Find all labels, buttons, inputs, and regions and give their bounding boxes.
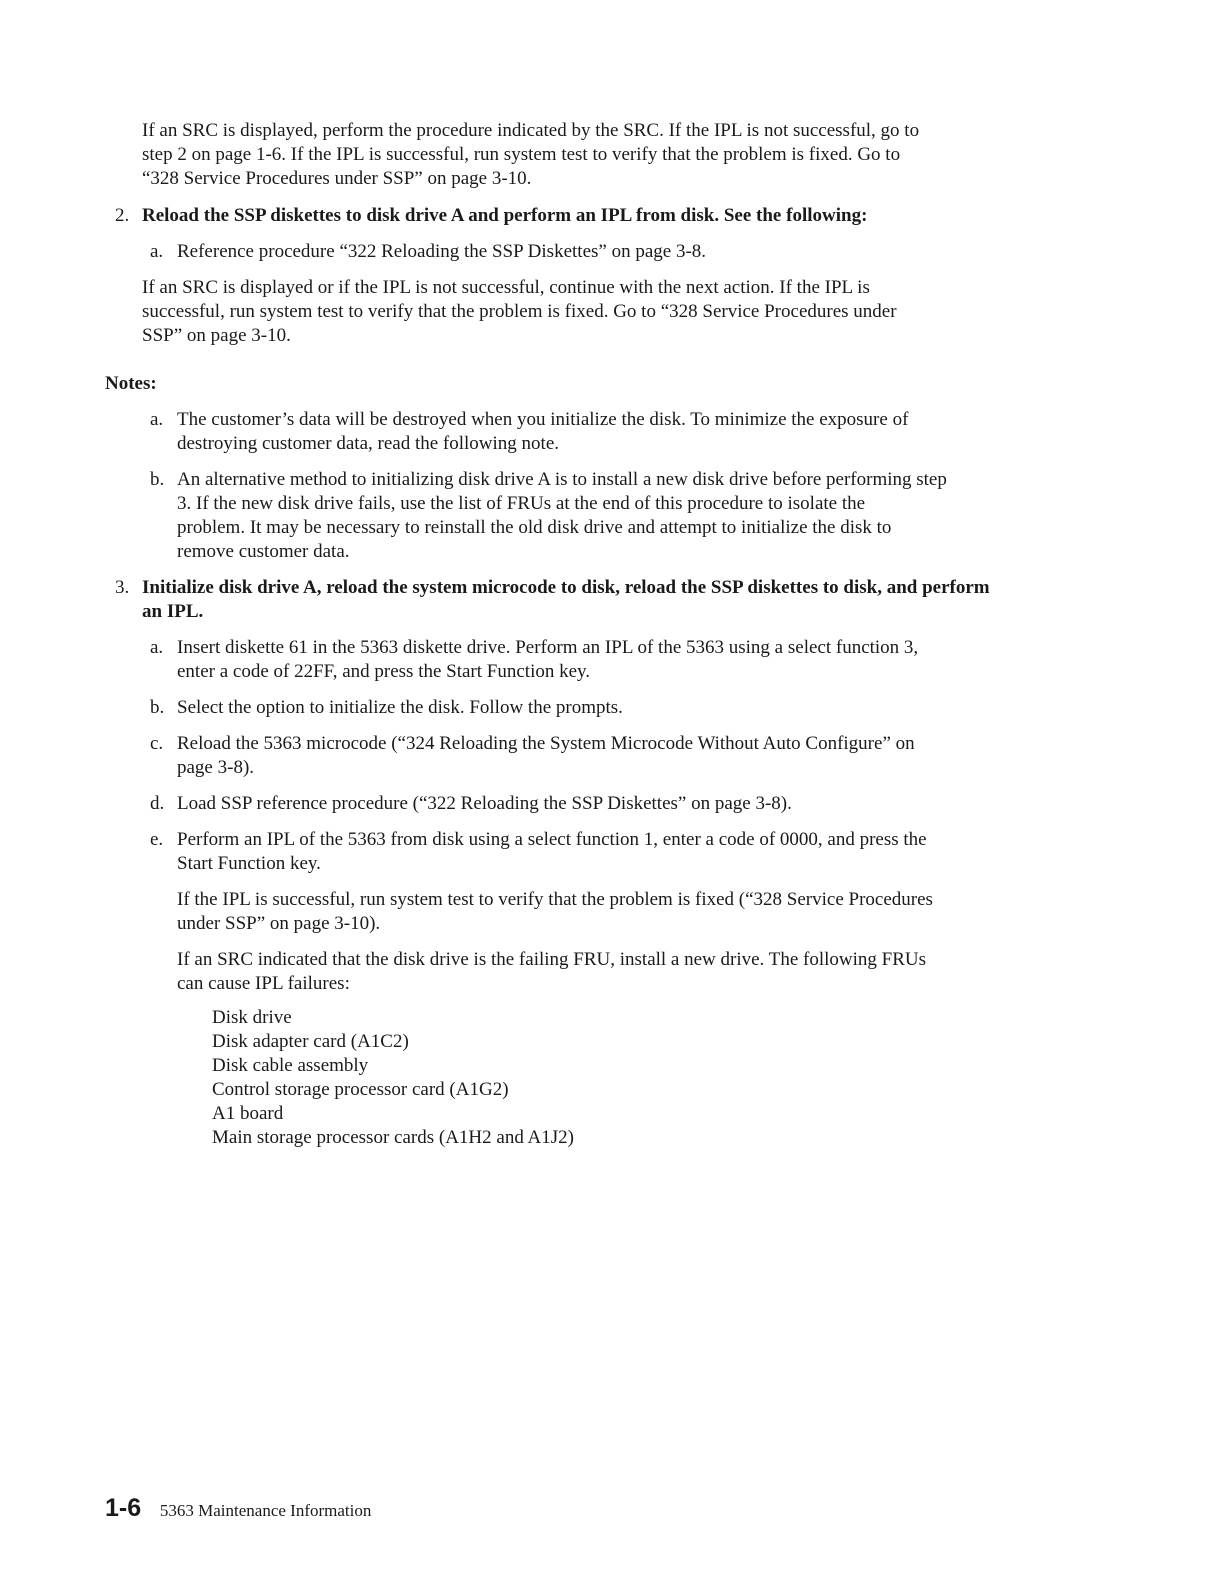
item-letter: a.	[150, 637, 164, 658]
followup-line: successful, run system test to verify that the problem is fixed. Go to “328 Service Procedures under	[142, 301, 897, 322]
item-letter: a.	[150, 241, 164, 262]
step-title	[142, 576, 1075, 624]
fru-list-item: A1 board	[212, 1103, 284, 1124]
item-line: Start Function key.	[177, 853, 321, 874]
step-number: 2.	[115, 205, 130, 226]
note-item-a	[150, 408, 1060, 456]
intro-line: step 2 on page 1-6. If the IPL is successful, run system test to verify that the problem is fixed. Go to	[142, 144, 901, 165]
item-letter: b.	[150, 697, 165, 718]
item-text	[177, 408, 1060, 456]
step-3-item-d	[150, 792, 1060, 816]
step-number: 3.	[115, 577, 130, 598]
followup-line: If the IPL is successful, run system test to verify that the problem is fixed (“328 Service Procedures	[177, 889, 933, 910]
fru-list-item: Main storage processor cards (A1H2 and A1J2)	[212, 1127, 574, 1148]
step-title-line: an IPL.	[142, 601, 204, 622]
note-item-b	[150, 468, 1060, 564]
notes-heading: Notes:	[105, 373, 157, 394]
step-2-item-a	[150, 240, 1060, 264]
fru-list-item: Control storage processor card (A1G2)	[212, 1079, 509, 1100]
step-title: Reload the SSP diskettes to disk drive A and perform an IPL from disk. See the following:	[142, 205, 868, 226]
item-line: Insert diskette 61 in the 5363 diskette drive. Perform an IPL of the 5363 using a select function 3,	[177, 637, 919, 658]
followup-line: If an SRC indicated that the disk drive is the failing FRU, install a new drive. The following FRUs	[177, 949, 926, 970]
item-text	[177, 468, 1060, 564]
item-line: The customer’s data will be destroyed when you initialize the disk. To minimize the exposure of	[177, 409, 909, 430]
step-3-item-a	[150, 636, 1060, 684]
item-line: 3. If the new disk drive fails, use the list of FRUs at the end of this procedure to isolate the	[177, 493, 866, 514]
item-line: enter a code of 22FF, and press the Start Function key.	[177, 661, 591, 682]
step-title-line: Initialize disk drive A, reload the system microcode to disk, reload the SSP diskettes to disk, and perform	[142, 577, 990, 598]
page-footer	[105, 1496, 371, 1523]
item-line: destroying customer data, read the following note.	[177, 433, 560, 454]
item-text: Select the option to initialize the disk. Follow the prompts.	[177, 697, 623, 718]
item-letter: a.	[150, 409, 164, 430]
followup-line: can cause IPL failures:	[177, 973, 350, 994]
intro-line: “328 Service Procedures under SSP” on page 3-10.	[142, 168, 532, 189]
step-3-followup-2	[177, 948, 1057, 996]
followup-line: If an SRC is displayed or if the IPL is not successful, continue with the next action. If the IPL is	[142, 277, 870, 298]
intro-paragraph	[142, 119, 1062, 191]
fru-list-item: Disk cable assembly	[212, 1055, 369, 1076]
step-3-heading	[115, 576, 1075, 624]
item-text	[177, 636, 1060, 684]
fru-list-item: Disk drive	[212, 1007, 292, 1028]
item-letter: d.	[150, 793, 165, 814]
item-letter: c.	[150, 733, 164, 754]
fru-list	[212, 1006, 574, 1150]
item-line: remove customer data.	[177, 541, 350, 562]
item-line: Perform an IPL of the 5363 from disk using a select function 1, enter a code of 0000, and press the	[177, 829, 927, 850]
item-letter: e.	[150, 829, 164, 850]
step-3-followup-1	[177, 888, 1057, 936]
item-line: page 3-8).	[177, 757, 255, 778]
item-text: Reference procedure “322 Reloading the SSP Diskettes” on page 3-8.	[177, 241, 707, 262]
step-2-heading	[115, 204, 1075, 228]
item-line: An alternative method to initializing disk drive A is to install a new disk drive before performing step	[177, 469, 947, 490]
item-letter: b.	[150, 469, 165, 490]
followup-line: SSP” on page 3-10.	[142, 325, 291, 346]
step-2-followup	[142, 276, 1062, 348]
fru-list-item: Disk adapter card (A1C2)	[212, 1031, 409, 1052]
item-line: Reload the 5363 microcode (“324 Reloading the System Microcode Without Auto Configure” on	[177, 733, 915, 754]
item-line: problem. It may be necessary to reinstall the old disk drive and attempt to initialize the disk to	[177, 517, 892, 538]
document-title: 5363 Maintenance Information	[159, 1501, 372, 1520]
item-text: Load SSP reference procedure (“322 Reloading the SSP Diskettes” on page 3-8).	[177, 793, 792, 814]
item-text	[177, 732, 1060, 780]
intro-line: If an SRC is displayed, perform the procedure indicated by the SRC. If the IPL is not successful, go to	[142, 120, 920, 141]
followup-line: under SSP” on page 3-10).	[177, 913, 381, 934]
item-text	[177, 828, 1060, 876]
step-3-item-e	[150, 828, 1060, 876]
page-number: 1-6	[105, 1494, 142, 1522]
step-3-item-b	[150, 696, 1060, 720]
step-3-item-c	[150, 732, 1060, 780]
